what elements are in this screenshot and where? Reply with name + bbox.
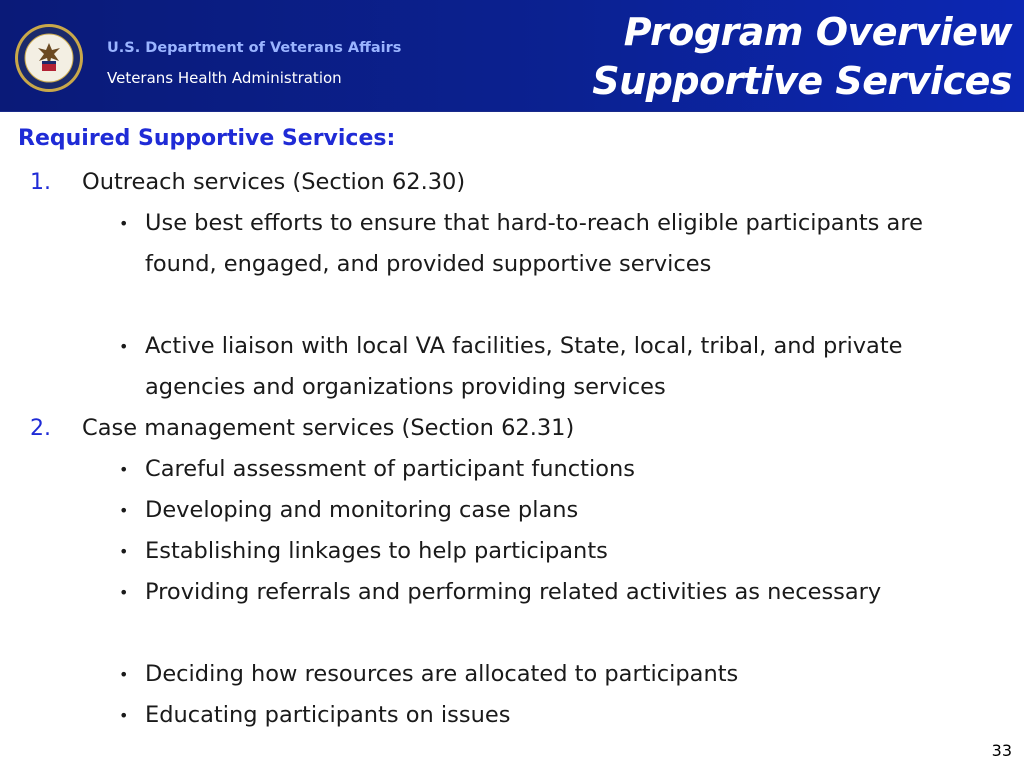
org-name: U.S. Department of Veterans Affairs: [107, 40, 402, 56]
bullet-icon: •: [119, 665, 129, 684]
list-item-case-management: Case management services (Section 62.31): [82, 415, 575, 441]
section-heading: Required Supportive Services:: [18, 126, 396, 151]
bullet-item: Providing referrals and performing related activities as necessary: [145, 579, 882, 605]
bullet-icon: •: [119, 460, 129, 479]
bullet-item: Establishing linkages to help participants: [145, 538, 608, 564]
bullet-icon: •: [119, 214, 129, 233]
bullet-icon: •: [119, 706, 129, 725]
list-number: 2.: [30, 416, 51, 441]
slide-title-line1: Program Overview: [623, 10, 1012, 54]
bullet-icon: •: [119, 542, 129, 561]
bullet-item: Active liaison with local VA facilities, State, local, tribal, and private agencies and organizations providing services: [145, 333, 903, 400]
bullet-item: Careful assessment of participant functions: [145, 456, 635, 482]
bullet-icon: •: [119, 501, 129, 520]
bullet-icon: •: [119, 337, 129, 356]
list-item-outreach: Outreach services (Section 62.30): [82, 169, 466, 195]
bullet-icon: •: [119, 583, 129, 602]
page-number: 33: [991, 741, 1012, 760]
bullet-item: Use best efforts to ensure that hard-to-reach eligible participants are found, engaged, and provided supportive services: [145, 210, 923, 277]
list-number: 1.: [30, 170, 51, 195]
org-subtitle: Veterans Health Administration: [107, 69, 342, 87]
slide-title-line2: Supportive Services: [592, 59, 1012, 103]
bullet-item: Educating participants on issues: [145, 702, 511, 728]
bullet-item: Deciding how resources are allocated to participants: [145, 661, 739, 687]
bullet-item: Developing and monitoring case plans: [145, 497, 579, 523]
